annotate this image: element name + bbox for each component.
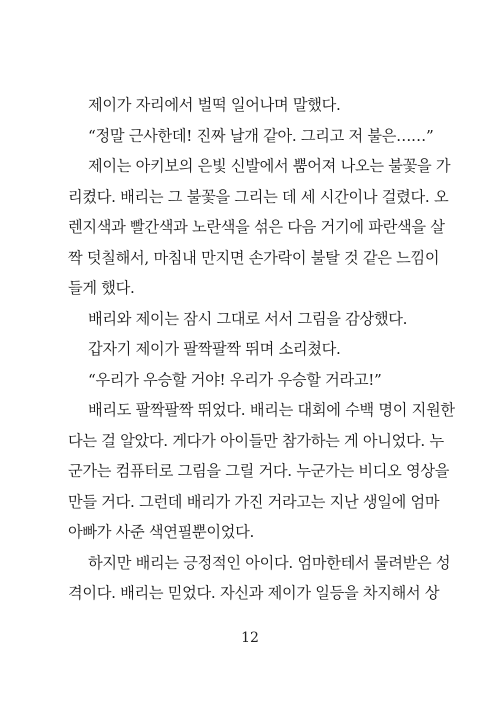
body-text bbox=[68, 90, 455, 609]
text-line: 하지만 배리는 긍정적인 아이다. 엄마한테서 물려받은 성 bbox=[88, 553, 451, 572]
text-line: 배리도 팔짝팔짝 뛰었다. 배리는 대회에 수백 명이 지원한 bbox=[88, 401, 455, 419]
text-line: 격이다. 배리는 믿었다. 자신과 제이가 일등을 차지해서 상 bbox=[68, 584, 440, 602]
page-number: 12 bbox=[241, 630, 259, 646]
text-line: 다는 걸 알았다. 게다가 아이들만 참가하는 게 아니었다. 누 bbox=[68, 431, 444, 450]
text-line: “정말 근사한데! 진짜 날개 같아. 그리고 저 불은……” bbox=[88, 126, 434, 145]
text-line: 리켰다. 배리는 그 불꽃을 그리는 데 세 시간이나 걸렸다. 오 bbox=[68, 187, 449, 206]
text-line: 제이는 아키보의 은빛 신발에서 뿜어져 나오는 불꽃을 가 bbox=[88, 157, 451, 175]
text-line: 제이가 자리에서 벌떡 일어나며 말했다. bbox=[88, 96, 341, 114]
text-line: 렌지색과 빨간색과 노란색을 섞은 다음 거기에 파란색을 살 bbox=[68, 218, 445, 236]
text-line: 만들 거다. 그런데 배리가 가진 거라고는 지난 생일에 엄마 bbox=[68, 492, 440, 511]
text-line: 아빠가 사준 색연필뿐이었다. bbox=[68, 523, 255, 541]
text-line: 배리와 제이는 잠시 그대로 서서 그림을 감상했다. bbox=[88, 309, 408, 328]
text-line: 군가는 컴퓨터로 그림을 그릴 거다. 누군가는 비디오 영상을 bbox=[68, 462, 450, 480]
text-line: 짝 덧칠해서, 마침내 만지면 손가락이 불탈 것 같은 느낌이 bbox=[68, 248, 440, 267]
text-line: “우리가 우승할 거야! 우리가 우승할 거라고!” bbox=[88, 370, 382, 389]
text-line: 갑자기 제이가 팔짝팔짝 뛰며 소리쳤다. bbox=[88, 340, 341, 358]
text-line: 들게 했다. bbox=[68, 279, 135, 297]
